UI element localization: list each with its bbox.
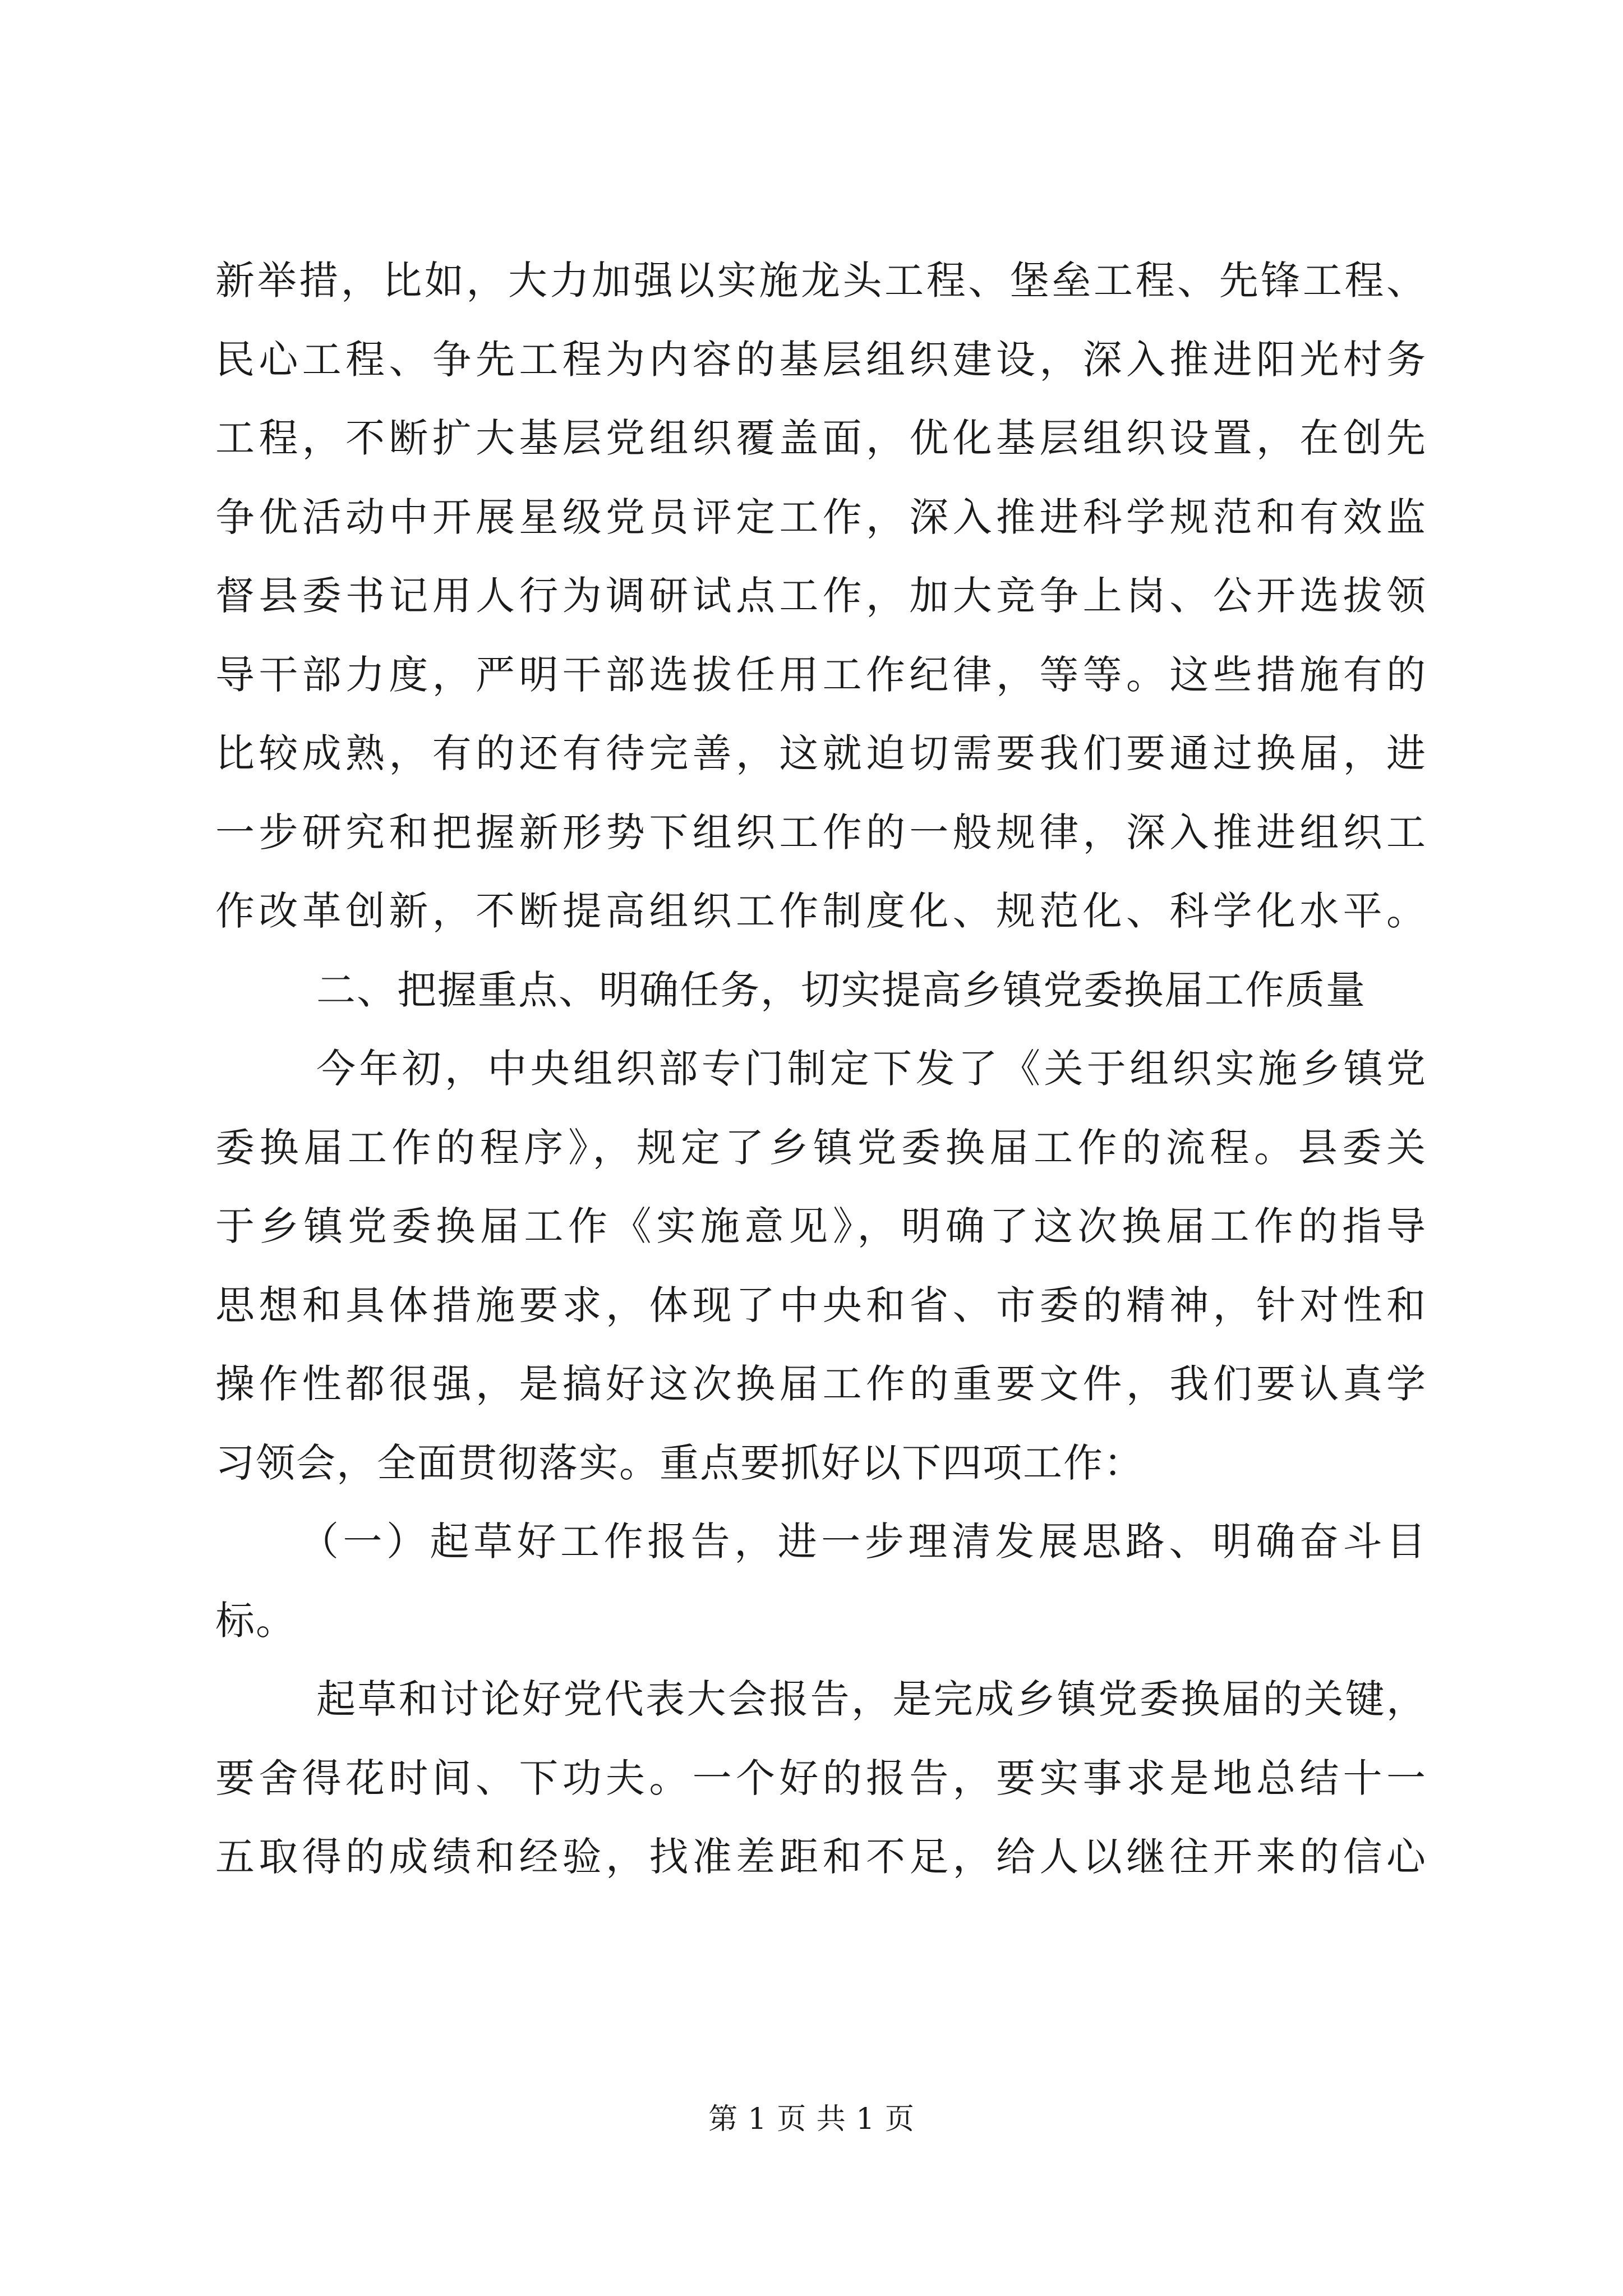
text-line: 导干部力度，严明干部选拔任用工作纪律，等等。这些措施有的 [215,651,1427,698]
text-line: 思想和具体措施要求，体现了中央和省、市委的精神，针对性和 [215,1282,1427,1328]
text-line: 五取得的成绩和经验，找准差距和不足，给人以继往开来的信心 [215,1834,1427,1880]
text-line: 一步研究和把握新形势下组织工作的一般规律，深入推进组织工 [215,809,1427,855]
text-line: 起草和讨论好党代表大会报告，是完成乡镇党委换届的关键， [316,1676,1427,1722]
text-line: 要舍得花时间、下功夫。一个好的报告，要实事求是地总结十一 [215,1755,1427,1801]
text-line: 工程，不断扩大基层党组织覆盖面，优化基层组织设置，在创先 [215,415,1427,461]
text-line: 习领会，全面贯彻落实。重点要抓好以下四项工作： [215,1439,1144,1486]
text-line: 作改革创新，不断提高组织工作制度化、规范化、科学化水平。 [215,888,1427,934]
text-line: 操作性都很强，是搞好这次换届工作的重要文件，我们要认真学 [215,1361,1427,1407]
section-heading: 二、把握重点、明确任务，切实提高乡镇党委换届工作质量 [316,967,1366,1013]
text-line: 民心工程、争先工程为内容的基层组织建设，深入推进阳光村务 [215,336,1427,383]
body-text [215,241,1427,1897]
text-line: 于乡镇党委换届工作《实施意见》，明确了这次换届工作的指导 [215,1203,1427,1249]
page-footer: 第 1 页 共 1 页 [708,2102,915,2136]
text-line: 今年初，中央组织部专门制定下发了《关于组织实施乡镇党 [316,1046,1427,1092]
text-line: 争优活动中开展星级党员评定工作，深入推进科学规范和有效监 [215,494,1427,540]
subsection-heading: （一）起草好工作报告，进一步理清发展思路、明确奋斗目 [299,1519,1427,1565]
text-line: 新举措，比如，大力加强以实施龙头工程、堡垒工程、先锋工程、 [215,257,1427,303]
text-line: 督县委书记用人行为调研试点工作，加大竞争上岗、公开选拔领 [215,573,1427,619]
text-line: 比较成熟，有的还有待完善，这就迫切需要我们要通过换届，进 [215,730,1427,776]
subsection-heading-end: 标。 [215,1597,296,1644]
text-line: 委换届工作的程序》，规定了乡镇党委换届工作的流程。县委关 [215,1124,1427,1171]
